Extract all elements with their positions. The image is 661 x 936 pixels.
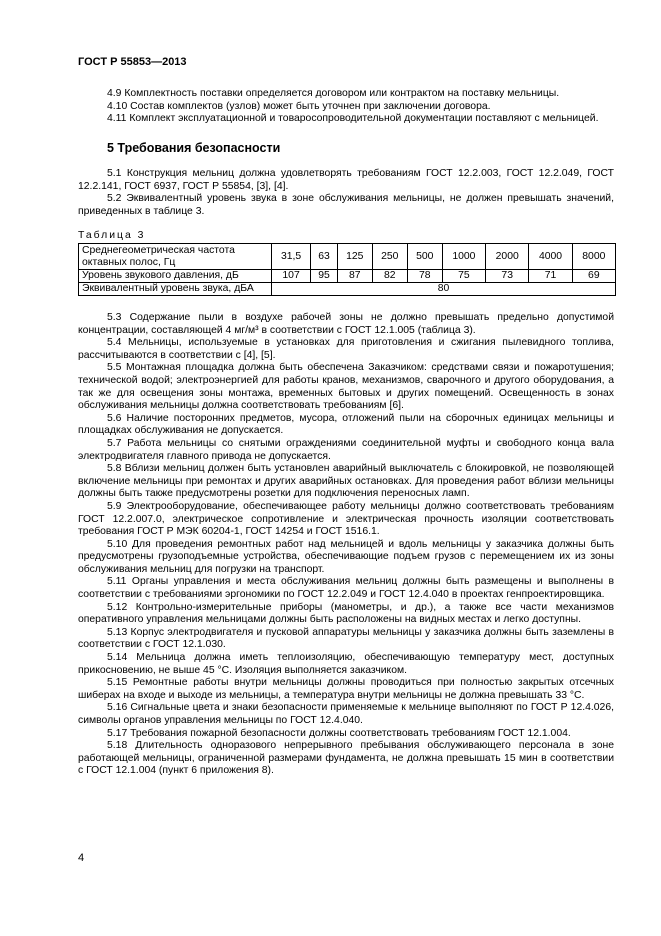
- level-cell: 95: [311, 270, 338, 283]
- frequency-cell: 2000: [486, 244, 529, 270]
- paragraph-5-8: 5.8 Вблизи мельниц должен быть установлен аварийный выключатель с блокировкой, не позволяющей включение мельницы при ремонтах и других аварийных остановках. Для проведения работ вблизи мельницы должны быть также предусмотрены розетки для подключения переносных ламп.: [78, 463, 614, 500]
- paragraph-5-4: 5.4 Мельницы, используемые в установках для приготовления и сжигания пылевидного топлива, рассчитываются в соответствии с [4], [5].: [78, 337, 614, 361]
- paragraph-5-12: 5.12 Контрольно-измерительные приборы (манометры, и др.), а также все части механизмов оперативного управления мельницами должны быть расположены на видных местах и легко доступны.: [78, 601, 614, 626]
- paragraph-5-1: 5.1 Конструкция мельниц должна удовлетворять требованиям ГОСТ 12.2.003, ГОСТ 12.2.049, ГОСТ 12.2.141, ГОСТ 6937, ГОСТ Р 55854, [3], [4].: [78, 168, 614, 192]
- level-cell: 107: [272, 270, 311, 283]
- table-caption: Таблица 3: [78, 230, 146, 241]
- table-row: [79, 244, 616, 270]
- table-row: [79, 270, 616, 283]
- paragraph-4-10: 4.10 Состав комплектов (узлов) может быть уточнен при заключении договора.: [107, 100, 491, 112]
- paragraph-5-2: 5.2 Эквивалентный уровень звука в зоне обслуживания мельницы, не должен превышать значений, приведенных в таблице 3.: [78, 193, 614, 217]
- frequency-cell: 63: [311, 244, 338, 270]
- paragraph-5-16: 5.16 Сигнальные цвета и знаки безопасности применяемые к мельнице выполняют по ГОСТ Р 12.4.026, символы органов управления мельницы по ГОСТ 12.4.040.: [78, 702, 614, 726]
- paragraph-5-15: 5.15 Ремонтные работы внутри мельницы должны проводиться при полностью закрытых отсечных шиберах на входе и выходе из мельницы, а температура внутри мельницы не должна превышать 33 °С.: [78, 677, 614, 701]
- paragraph-5-17: 5.17 Требования пожарной безопасности должны соответствовать требованиям ГОСТ 12.1.004.: [107, 727, 571, 739]
- paragraph-5-11: 5.11 Органы управления и места обслуживания мельниц должны быть размещены и выполнены в соответствии с требованиями эргономики по ГОСТ 12.2.049 и ГОСТ 12.4.040 в проектах генпроектировщика.: [78, 576, 614, 601]
- paragraph-5-14: 5.14 Мельница должна иметь теплоизоляцию, обеспечивающую температуру мест, доступных прикосновению, не выше 45 °С. Изоляция выполняется заказчиком.: [78, 652, 614, 676]
- paragraph-4-11: 4.11 Комплект эксплуатационной и товаросопроводительной документации поставляют с мельницей.: [107, 113, 599, 125]
- level-cell: 73: [486, 270, 529, 283]
- document-code: ГОСТ Р 55853—2013: [78, 56, 187, 68]
- level-cell: 75: [442, 270, 485, 283]
- table-row: [79, 283, 616, 296]
- frequency-cell: 31,5: [272, 244, 311, 270]
- equivalent-header-cell: Эквивалентный уровень звука, дБА: [79, 283, 272, 296]
- level-header-cell: Уровень звукового давления, дБ: [79, 270, 272, 283]
- page-number: 4: [78, 852, 85, 864]
- frequency-cell: 4000: [529, 244, 572, 270]
- bottom-paragraphs: [78, 312, 614, 778]
- level-cell: 71: [529, 270, 572, 283]
- paragraph-5-13: 5.13 Корпус электродвигателя и пусковой аппаратуры мельницы у заказчика должны быть заземлены в соответствии с ГОСТ 12.1.030.: [78, 626, 614, 651]
- section-title: 5 Требования безопасности: [107, 141, 281, 155]
- frequency-cell: 500: [407, 244, 442, 270]
- frequency-cell: 8000: [572, 244, 615, 270]
- top-paragraphs: [78, 88, 614, 126]
- level-cell: 78: [407, 270, 442, 283]
- equivalent-cell: 80: [272, 283, 616, 296]
- noise-table: [78, 243, 616, 296]
- mid-paragraphs: [78, 168, 614, 218]
- paragraph-5-7: 5.7 Работа мельницы со снятыми ограждениями соединительной муфты и свободного конца вала электродвигателя главного привода не допускается.: [78, 437, 614, 462]
- paragraph-5-6: 5.6 Наличие посторонних предметов, мусора, отложений пыли на сборочных единицах мельницы и площадках обслуживания не допускается.: [78, 412, 614, 437]
- paragraph-5-3: 5.3 Содержание пыли в воздухе рабочей зоны не должно превышать предельно допустимой концентрации, составляющей 4 мг/м³ в соответствии с ГОСТ 12.1.005 (таблица 3).: [78, 312, 614, 336]
- paragraph-5-18: 5.18 Длительность одноразового непрерывного пребывания обслуживающего персонала в зоне работающей мельницы, ограниченной размерами фундамента, не должна превышать 15 мин в соответствии с ГОСТ 12.1.004 (пункт 6 приложения 8).: [78, 740, 614, 777]
- level-cell: 69: [572, 270, 615, 283]
- frequency-cell: 250: [372, 244, 407, 270]
- level-cell: 87: [337, 270, 372, 283]
- level-cell: 82: [372, 270, 407, 283]
- paragraph-5-5: 5.5 Монтажная площадка должна быть обеспечена Заказчиком: средствами связи и пожаротушения; технической водой; электроэнергией для работы кранов, механизмов, сварочного и другого оборудования, а так же для освещения зоны монтажа, временных бытовых и других помещений. Освещенность в зонах обслуживания мельницы должна соответствовать требованиям [6].: [78, 362, 614, 412]
- paragraph-5-9: 5.9 Электрооборудование, обеспечивающее работу мельницы должно соответствовать требованиям ГОСТ 12.2.007.0, электрическое сопротивление и электрическая прочность изоляции соответствовать требования ГОСТ Р МЭК 60204-1, ГОСТ 14254 и ГОСТ 1516.1.: [78, 500, 614, 538]
- frequency-cell: 125: [337, 244, 372, 270]
- frequency-cell: 1000: [442, 244, 485, 270]
- frequency-header-cell: Среднегеометрическая частота октавных полос, Гц: [79, 244, 272, 270]
- paragraph-4-9: 4.9 Комплектность поставки определяется договором или контрактом на поставку мельницы.: [107, 88, 560, 99]
- paragraph-5-10: 5.10 Для проведения ремонтных работ над мельницей и вдоль мельницы у заказчика должны быть предусмотрены грузоподъемные устройства, обеспечивающие подъем грузов с перемещением их из зоны обслуживания мельниц для погрузки на транспорт.: [78, 538, 614, 575]
